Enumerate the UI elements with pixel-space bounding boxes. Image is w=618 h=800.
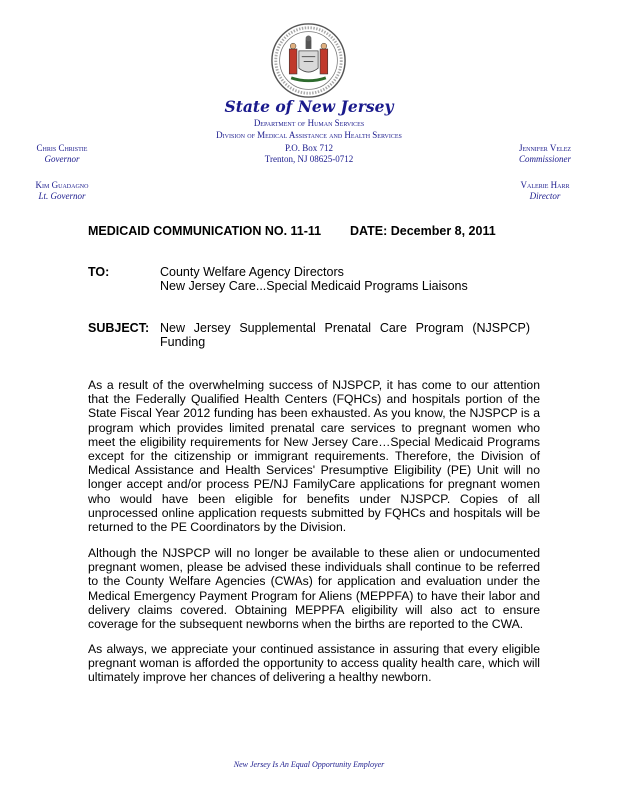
official-name: Kim Guadagno	[35, 180, 89, 190]
official-lt-governor	[22, 180, 102, 202]
to-recipients	[160, 265, 468, 293]
subject-text: New Jersey Supplemental Prenatal Care Program (NJSPCP) Funding	[160, 321, 530, 349]
to-label: TO:	[88, 265, 110, 279]
official-commissioner	[500, 143, 590, 165]
official-title: Governor	[44, 154, 80, 164]
official-name: Chris Christie	[36, 143, 88, 153]
communication-header	[88, 224, 496, 238]
official-title: Lt. Governor	[38, 191, 86, 201]
recipient-line: New Jersey Care...Special Medicaid Programs Liaisons	[160, 279, 468, 293]
city-address: Trenton, NJ 08625-0712	[264, 154, 354, 164]
division-name: Division of Medical Assistance and Health Services	[216, 130, 402, 140]
footer-eoe: New Jersey Is An Equal Opportunity Employer	[233, 760, 385, 769]
state-seal	[270, 22, 347, 99]
official-name: Jennifer Velez	[518, 143, 572, 153]
state-name: State of New Jersey	[224, 97, 394, 116]
official-title: Director	[529, 191, 561, 201]
subject-label: SUBJECT:	[88, 321, 150, 335]
body-paragraph-2: Although the NJSPCP will no longer be available to these alien or undocumented pregnant women, please be advised these individuals shall continue to be referred to the County Welfare Agencies (CWAs) for application and evaluation under the Medical Emergency Payment Program for Aliens (MEPPFA) to have their labor and delivery claims covered. Obtaining MEPPFA eligibility will also act to ensure coverage for the subsequent newborns when the births are reported to the CWA.	[88, 546, 540, 632]
official-director	[500, 180, 590, 202]
recipient-line: County Welfare Agency Directors	[160, 265, 344, 279]
department-name: Department of Human Services	[253, 118, 365, 128]
official-title: Commissioner	[518, 154, 571, 164]
communication-number: MEDICAID COMMUNICATION NO. 11-11	[88, 224, 322, 238]
official-name: Valerie Harr	[520, 180, 570, 190]
official-governor	[22, 143, 102, 165]
communication-date: DATE: December 8, 2011	[350, 224, 496, 238]
body-paragraph-1: As a result of the overwhelming success of NJSPCP, it has come to our attention that the Federally Qualified Health Centers (FQHCs) and hospitals portion of the State Fiscal Year 2012 funding has been exhausted. As you know, the NJSPCP is a program which provides limited prenatal care services to pregnant women who meet the eligibility requirements for New Jersey Care…Special Medicaid Programs except for the citizenship or immigrant requirements. Therefore, the Division of Medical Assistance and Health Services' Presumptive Eligibility (PE) Unit will no longer accept and/or process PE/NJ FamilyCare applications for pregnant women who would have been eligible for benefits under NJSPCP. Copies of all unprocessed online application requests submitted by FQHCs and hospitals will be returned to the PE Coordinators by the Division.	[88, 378, 540, 535]
po-box: P.O. Box 712	[284, 143, 333, 153]
body-paragraph-3: As always, we appreciate your continued assistance in assuring that every eligible pregnant woman is afforded the opportunity to access quality health care, which will ultimately improve her chances of delivering a healthy newborn.	[88, 642, 540, 685]
